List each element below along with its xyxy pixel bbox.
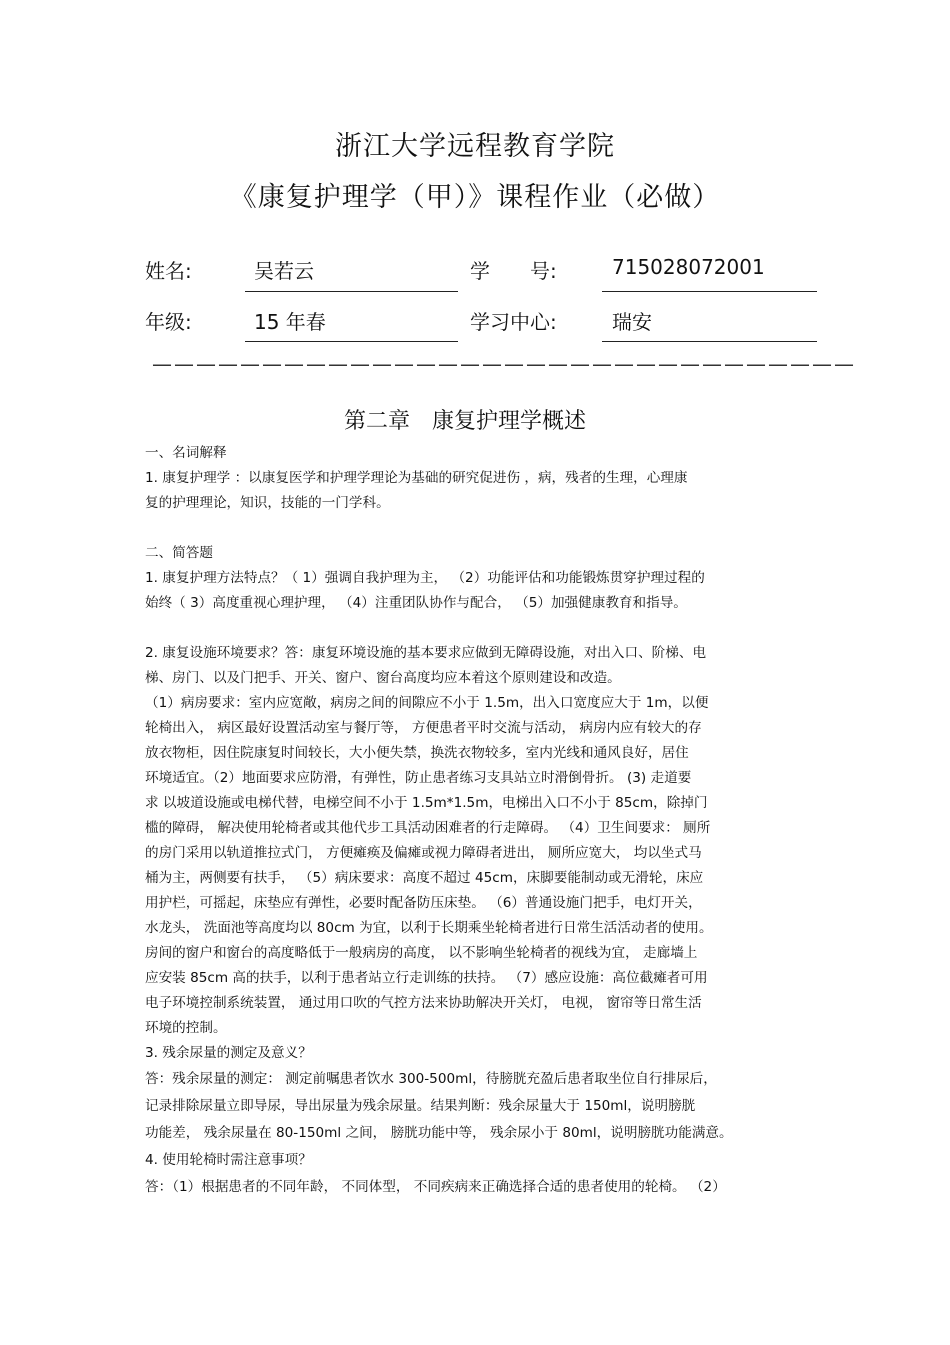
question-line: 3. 残余尿量的测定及意义？ — [145, 1045, 312, 1061]
course-title: 《康复护理学（甲）》课程作业（必做） — [229, 182, 721, 213]
body-line: 梯、房门、以及门把手、开关、窗户、窗台高度均应本着这个原则建设和改造。 — [145, 670, 621, 686]
grade-underline — [245, 341, 458, 342]
body-line: 电子环境控制系统装置， 通过用口吹的气控方法来协助解决开关灯， 电视， 窗帘等日常生活 — [145, 995, 702, 1011]
body-line: 复的护理理论，知识，技能的一门学科。 — [145, 495, 390, 511]
body-line: 2. 康复设施环境要求？答：康复环境设施的基本要求应做到无障碍设施，对出入口、阶梯、电 — [145, 645, 707, 661]
id-underline — [602, 291, 817, 292]
body-line: 求 以坡道设施或电梯代替，电梯空间不小于 1.5m*1.5m，电梯出入口不小于 85cm，除掉门 — [145, 795, 708, 811]
chapter-heading: 第二章 康复护理学概述 — [343, 409, 586, 434]
separator-line: ———————————————————————————————— — [152, 352, 856, 376]
body-line: 的房门采用以轨道推拉式门， 方便瘫痪及偏瘫或视力障碍者进出， 厕所应宽大， 均以坐式马 — [145, 845, 702, 861]
body-line: 房间的窗户和窗台的高度略低于一般病房的高度， 以不影响坐轮椅者的视线为宜， 走廊墙上 — [145, 945, 698, 961]
body-line: 功能差， 残余尿量在 80-150ml 之间， 膀胱功能中等， 残余尿小于 80ml，说明膀胱功能满意。 — [145, 1125, 733, 1141]
name-value: 吴若云 — [254, 259, 314, 283]
body-line: 1. 康复护理学 ：以康复医学和护理学理论为基础的研究促进伤 ，病，残者的生理，心理康 — [145, 470, 688, 486]
document-body — [145, 441, 815, 1201]
body-line: 记录排除尿量立即导尿，导出尿量为残余尿量。结果判断：残余尿量大于 150ml，说明膀胱 — [145, 1098, 696, 1114]
id-value: 715028072001 — [612, 255, 765, 279]
body-line: 环境的控制。 — [145, 1020, 227, 1036]
name-label: 姓名: — [145, 259, 192, 283]
body-line: 槛的障碍， 解决使用轮椅者或其他代步工具活动困难者的行走障碍。 （4）卫生间要求： 厕所 — [145, 820, 711, 836]
section-heading: 二、简答题 — [145, 545, 213, 561]
grade-value: 15 年春 — [254, 310, 326, 334]
section-heading: 一、名词解释 — [145, 445, 227, 461]
body-line: 应安装 85cm 高的扶手，以利于患者站立行走训练的扶持。 （7）感应设施：高位截瘫者可用 — [145, 970, 708, 986]
body-line: 放衣物柜，因住院康复时间较长，大小便失禁，换洗衣物较多，室内光线和通风良好，居住 — [145, 745, 689, 761]
center-label: 学习中心: — [470, 310, 557, 334]
body-line: 轮椅出入， 病区最好设置活动室与餐厅等， 方便患者平时交流与活动， 病房内应有较大的存 — [145, 720, 702, 736]
body-line: 用护栏，可摇起，床垫应有弹性，必要时配备防压床垫。 （6）普通设施门把手，电灯开关， — [145, 895, 702, 911]
center-underline — [602, 341, 817, 342]
body-line: 答：（1）根据患者的不同年龄， 不同体型， 不同疾病来正确选择合适的患者使用的轮椅。 （2） — [145, 1179, 726, 1195]
question-line: 4. 使用轮椅时需注意事项？ — [145, 1152, 312, 1168]
institution-title: 浙江大学远程教育学院 — [335, 131, 615, 162]
body-line: 水龙头， 洗面池等高度均以 80cm 为宜，以利于长期乘坐轮椅者进行日常生活活动者的使用。 — [145, 920, 713, 936]
body-line: 始终（ 3）高度重视心理护理， （4）注重团队协作与配合， （5）加强健康教育和指导。 — [145, 595, 687, 611]
body-line: 桶为主，两侧要有扶手， （5）病床要求：高度不超过 45cm，床脚要能制动或无滑轮，床应 — [145, 870, 704, 886]
body-line: 1. 康复护理方法特点？（ 1）强调自我护理为主， （2）功能评估和功能锻炼贯穿护理过程的 — [145, 570, 705, 586]
body-line: 答：残余尿量的测定： 测定前嘱患者饮水 300-500ml，待膀胱充盈后患者取坐位自行排尿后， — [145, 1071, 717, 1087]
id-label: 学 号: — [470, 259, 557, 283]
grade-label: 年级: — [145, 310, 192, 334]
name-underline — [245, 291, 458, 292]
center-value: 瑞安 — [612, 310, 652, 334]
body-line: 环境适宜。（2）地面要求应防滑，有弹性，防止患者练习支具站立时滑倒骨折。 (3) 走道要 — [145, 770, 692, 786]
body-line: （1）病房要求：室内应宽敞，病房之间的间隙应不小于 1.5m，出入口宽度应大于 1m，以便 — [145, 695, 709, 711]
